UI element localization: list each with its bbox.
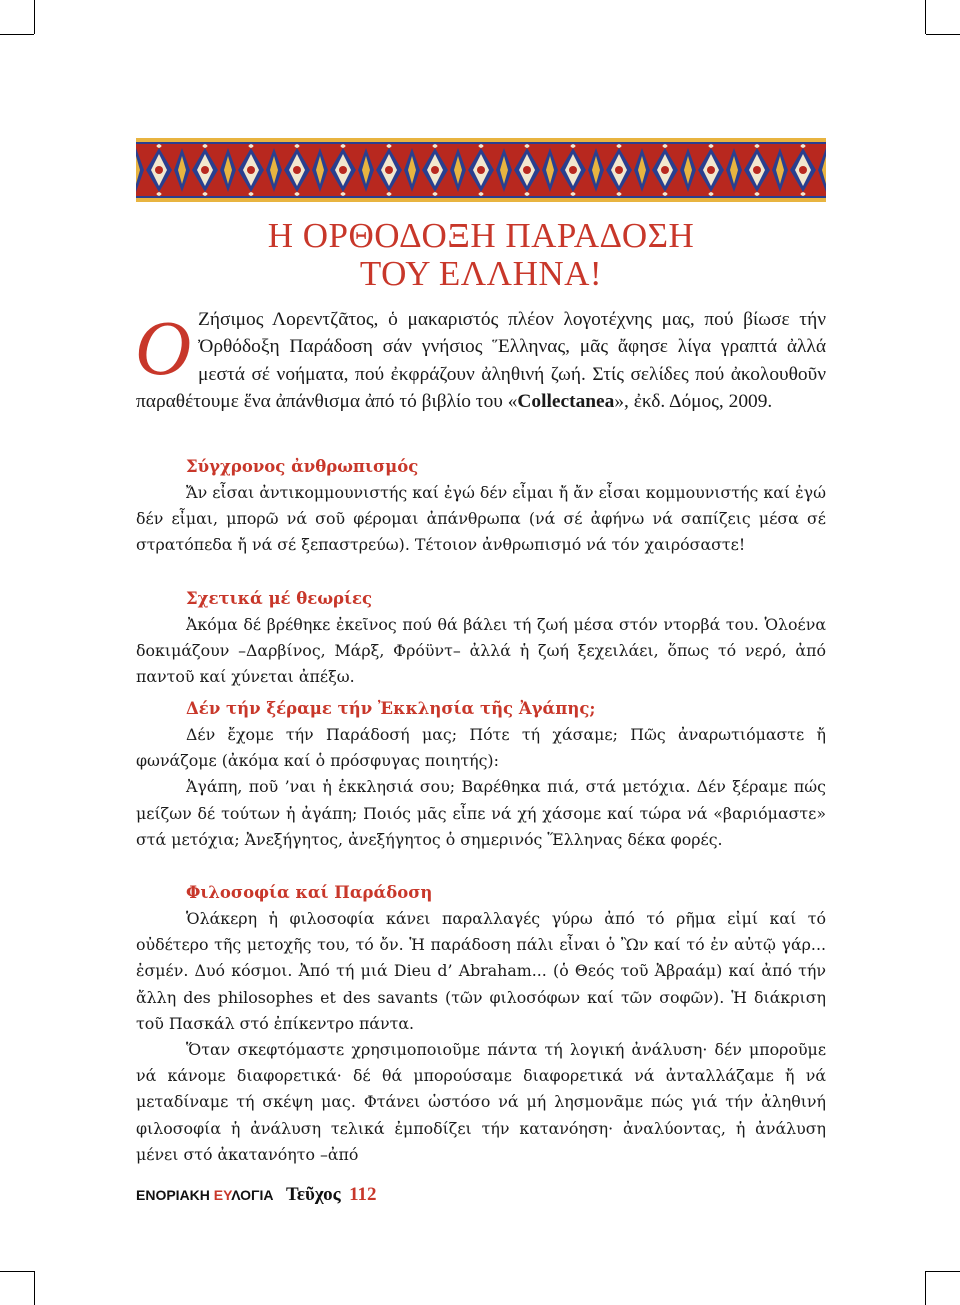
page-footer — [136, 1184, 377, 1206]
crop-mark — [0, 1271, 34, 1272]
magazine-name-part: ΛΟΓΙΑ — [231, 1187, 274, 1203]
section-paragraph: Ἄν εἶσαι ἀντικομμουνιστής καί ἐγώ δέν εἶμαι ἤ ἄν εἶσαι κομμουνιστής καί ἐγώ δέν εἶμαι, μπορῶ νά σοῦ φέρομαι ἀπάνθρωπα (νά σέ ἀφήνω νά σαπίζεις μέσα σέ στρατόπεδα ἤ νά σέ ξεπαστρεύω). Τέτοιον ἀνθρωπισμό νά τόν χαιρόσαστε! — [136, 483, 826, 555]
page-title: Η ΟΡΘΟΔΟΞΗ ΠΑΡΑΔΟΣΗ — [267, 216, 695, 255]
magazine-name — [136, 1187, 273, 1203]
intro-paragraph — [136, 306, 826, 416]
section — [136, 586, 826, 691]
section-paragraph: Ἀκόμα δέ βρέθηκε ἐκεῖνος πού θά βάλει τή ζωή μέσα στόν ντορβά του. Ὁλοένα δοκιμάζουν –Δαρβίνος, Μάρξ, Φρόϋντ– ἀλλά ἡ ζωή ξεχειλάει, ὅπως τό νερό, ἀπό παντοῦ καί χύνεται ἀπέξω. — [136, 615, 826, 687]
section — [136, 880, 826, 1168]
intro-text-end: », ἐκδ. Δόμος, 2009. — [614, 391, 773, 413]
section-heading: Δέν τήν ξέραμε τήν Ἐκκλησία τῆς Ἀγάπης; — [186, 699, 596, 718]
section-heading: Σύγχρονος ἀνθρωπισμός — [186, 457, 419, 476]
magazine-name-part: ΕΝΟΡΙΑΚΗ — [136, 1187, 214, 1203]
section — [136, 454, 826, 559]
section-paragraph: Ἀγάπη, ποῦ ’ναι ἡ ἐκκλησιά σου; Βαρέθηκα πιά, στά μετόχια. Δέν ξέραμε πώς μείζων δέ τούτων ἡ ἀγάπη; Ποιός μᾶς εἶπε νά χή χάσομε καί τώρα νά «βαριόμαστε» στά μετόχια; Ἀνεξήγητος, ἀνεξήγητος ὁ σημερινός Ἕλληνας δέκα φορές. — [136, 777, 826, 849]
book-title: Collectanea — [517, 391, 615, 413]
section-heading: Σχετικά μέ θεωρίες — [186, 589, 373, 608]
crop-mark — [0, 34, 34, 35]
drop-cap — [132, 308, 194, 384]
crop-mark — [34, 1271, 35, 1305]
intro-text: Ζήσιμος Λορεντζᾶτος, ὁ μακαριστός πλέον λογοτέχνης μας, πού βίωσε τήν Ὀρθόδοξη Παράδοση σάν γνήσιος Ἕλληνας, μᾶς ἄφησε λίγα γραπτά ἀλλά μεστά σέ νοήματα, πού ἐκφράζουν ἀληθινή ζωή. Στίς σελίδες πού ἀκολουθοῦν παραθέτουμε ἕνα ἀπάνθισμα ἀπό τό βιβλίο του « — [136, 309, 826, 413]
issue-number: 112 — [349, 1184, 377, 1205]
ornamental-band — [136, 138, 826, 202]
issue-label: Τεῦχος — [285, 1184, 341, 1205]
section — [136, 696, 826, 853]
svg-text:Ο: Ο — [134, 308, 192, 384]
crop-mark — [926, 34, 960, 35]
section-paragraph: Δέν ἔχομε τήν Παράδοσή μας; Πότε τή χάσαμε; Πῶς ἀναρωτιόμαστε ἤ φωνάζομε (ἀκόμα καί ὁ πρόσφυγας ποιητής): — [136, 725, 826, 771]
section-paragraph: Ὅταν σκεφτόμαστε χρησιμοποιοῦμε πάντα τή λογική ἀνάλυση· δέν μποροῦμε νά κάνομε διαφορετικά· δέ θά μπορούσαμε διαφορετικά νά ἀνταλλάζαμε ἤ νά μεταδίναμε τή σκέψη μας. Φτάνει ὡστόσο νά μή λησμονᾶμε πώς γιά τήν ἀληθινή φιλοσοφία ἡ ἀνάλυση τελικά ἐμποδίζει τήν κατανόηση· ἀναλύοντας, ἡ ἀνάλυση μένει στό ἀκατανόητο –ἀπό — [136, 1040, 826, 1164]
page-title-line2: ΤΟΥ ΕΛΛΗΝΑ! — [359, 254, 603, 293]
magazine-name-part: ΕΥ — [213, 1187, 232, 1203]
crop-mark — [34, 0, 35, 34]
section-heading: Φιλοσοφία καί Παράδοση — [186, 883, 433, 902]
crop-mark — [925, 0, 926, 34]
section-paragraph: Ὁλάκερη ἡ φιλοσοφία κάνει παραλλαγές γύρω ἀπό τό ρῆμα εἰμί καί τό οὐδέτερο τῆς μετοχῆς του, τό ὄν. Ἡ παράδοση πάλι εἶναι ὁ Ὢν καί τό ἐν αὐτῷ γάρ... ἐσμέν. Δυό κόσμοι. Ἀπό τή μιά Dieu d’ Abraham... (ὁ Θεός τοῦ Ἀβραάμ) καί ἀπό τήν ἄλλη des philosophes et des savants (τῶν φιλοσόφων καί τῶν σοφῶν). Ἡ διάκριση τοῦ Πασκάλ στό ἐπίκεντρο πάντα. — [136, 909, 826, 1033]
crop-mark — [926, 1271, 960, 1272]
crop-mark — [925, 1271, 926, 1305]
